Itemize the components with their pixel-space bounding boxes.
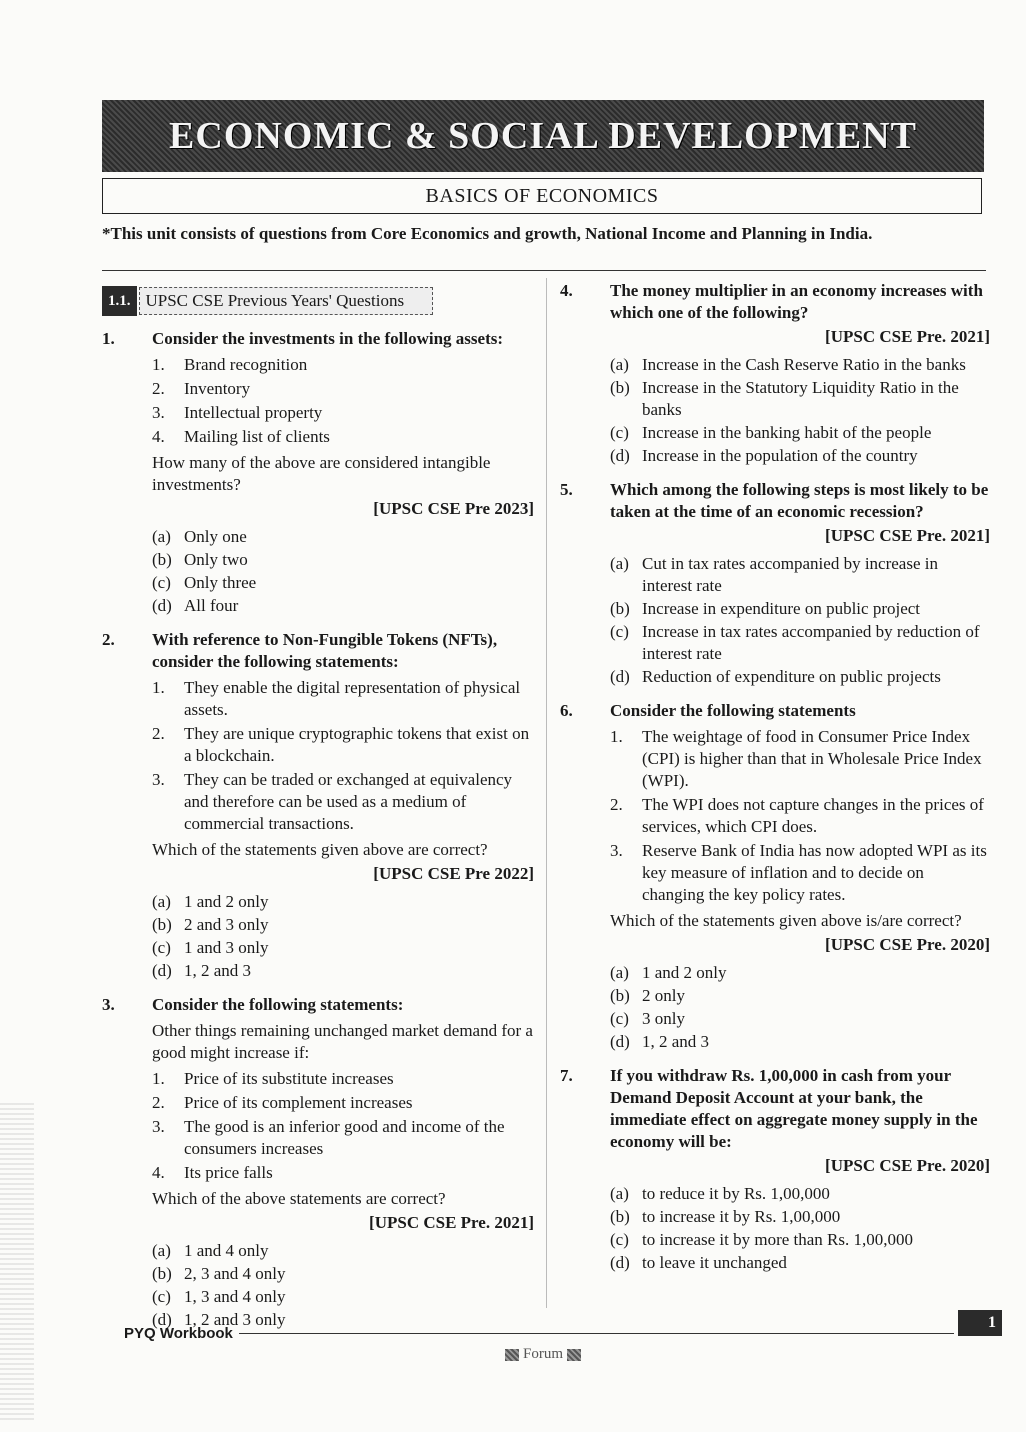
statement-list — [152, 354, 534, 448]
question-number: 6. — [560, 701, 573, 720]
exam-reference: [UPSC CSE Pre. 2021] — [369, 1213, 534, 1232]
question-text: If you withdraw Rs. 1,00,000 in cash from your Demand Deposit Account at your bank, the immediate effect on aggregate money supply in the economy will be: — [610, 1066, 978, 1151]
footer-rule — [239, 1333, 954, 1334]
statement-text: They are unique cryptographic tokens that exist on a blockchain. — [184, 724, 530, 765]
option-letter: (c) — [610, 1009, 629, 1028]
option-letter: (c) — [152, 938, 171, 957]
option-text: to reduce it by Rs. 1,00,000 — [642, 1184, 830, 1203]
statement-list — [610, 726, 990, 906]
pyq-section-title: UPSC CSE Previous Years' Questions — [139, 287, 434, 315]
question-item — [560, 479, 990, 688]
option-item — [610, 1252, 990, 1274]
option-list — [610, 553, 990, 688]
option-item — [152, 1286, 534, 1308]
statement-item — [152, 1162, 534, 1184]
option-item — [152, 914, 534, 936]
statement-item — [610, 726, 990, 792]
exam-reference: [UPSC CSE Pre. 2020] — [825, 935, 990, 954]
option-item — [610, 422, 990, 444]
option-item — [610, 445, 990, 467]
option-text: 1 and 2 only — [642, 963, 727, 982]
question-number: 1. — [102, 329, 115, 348]
statement-text: The WPI does not capture changes in the prices of services, which CPI does. — [642, 795, 984, 836]
option-item — [152, 595, 534, 617]
option-text: 1 and 2 only — [184, 892, 269, 911]
question-number: 3. — [102, 995, 115, 1014]
option-letter: (b) — [610, 599, 630, 618]
option-item — [610, 1229, 990, 1251]
option-text: Cut in tax rates accompanied by increase in interest rate — [642, 554, 938, 595]
statement-list — [152, 677, 534, 835]
option-text: Increase in the population of the country — [642, 446, 918, 465]
option-text: Only one — [184, 527, 247, 546]
page-number: 1 — [958, 1310, 1002, 1336]
publisher-name: Forum — [523, 1346, 564, 1362]
right-column — [560, 280, 990, 1286]
question-item — [560, 280, 990, 467]
statement-number: 1. — [152, 1069, 165, 1088]
publisher-logo — [505, 1346, 581, 1363]
option-letter: (a) — [610, 554, 629, 573]
option-text: All four — [184, 596, 239, 615]
option-item — [610, 1183, 990, 1205]
intro-divider — [102, 270, 986, 271]
statement-number: 1. — [610, 727, 623, 746]
option-letter: (d) — [152, 961, 172, 980]
option-item — [152, 937, 534, 959]
option-item — [610, 962, 990, 984]
option-text: Only three — [184, 573, 257, 592]
statement-item — [152, 354, 534, 376]
question-item — [560, 700, 990, 1053]
question-number: 5. — [560, 480, 573, 499]
option-letter: (a) — [152, 527, 171, 546]
pyq-section-number: 1.1. — [102, 286, 137, 316]
option-item — [610, 985, 990, 1007]
statement-text: Brand recognition — [184, 355, 308, 374]
option-text: 1 and 3 only — [184, 938, 269, 957]
statement-number: 2. — [610, 795, 623, 814]
option-letter: (d) — [152, 596, 172, 615]
option-text: Only two — [184, 550, 248, 569]
option-text: Increase in tax rates accompanied by reduction of interest rate — [642, 622, 980, 663]
statement-number: 1. — [152, 355, 165, 374]
statement-text: Price of its complement increases — [184, 1093, 413, 1112]
question-prompt: Which of the above statements are correct? — [152, 1189, 446, 1208]
chapter-banner — [102, 100, 984, 172]
option-text: to increase it by Rs. 1,00,000 — [642, 1207, 841, 1226]
exam-reference: [UPSC CSE Pre 2023] — [373, 499, 534, 518]
option-letter: (c) — [610, 1230, 629, 1249]
option-text: 2, 3 and 4 only — [184, 1264, 286, 1283]
statement-item — [152, 1068, 534, 1090]
option-list — [610, 1183, 990, 1274]
question-text: Consider the following statements — [610, 701, 856, 720]
option-item — [152, 891, 534, 913]
statement-item — [152, 426, 534, 448]
option-letter: (a) — [152, 1241, 171, 1260]
option-text: 2 only — [642, 986, 685, 1005]
option-item — [610, 621, 990, 665]
question-number: 7. — [560, 1066, 573, 1085]
option-item — [152, 1263, 534, 1285]
statement-item — [610, 794, 990, 838]
option-text: 1, 2 and 3 only — [184, 1310, 286, 1329]
exam-reference: [UPSC CSE Pre. 2020] — [825, 1156, 990, 1175]
option-letter: (a) — [610, 355, 629, 374]
statement-number: 2. — [152, 379, 165, 398]
statement-number: 3. — [152, 1117, 165, 1136]
option-list — [610, 354, 990, 467]
option-text: Increase in the Cash Reserve Ratio in the banks — [642, 355, 966, 374]
pyq-header — [102, 286, 534, 316]
statement-number: 4. — [152, 1163, 165, 1182]
option-letter: (b) — [152, 915, 172, 934]
question-item — [560, 1065, 990, 1274]
option-item — [610, 553, 990, 597]
option-text: Increase in the banking habit of the people — [642, 423, 932, 442]
chapter-title: ECONOMIC & SOCIAL DEVELOPMENT — [169, 115, 917, 157]
statement-number: 2. — [152, 1093, 165, 1112]
statement-item — [152, 378, 534, 400]
question-prompt: How many of the above are considered intangible investments? — [152, 453, 491, 494]
statement-list — [152, 1068, 534, 1184]
question-text: Consider the following statements: — [152, 995, 404, 1014]
option-item — [610, 354, 990, 376]
option-letter: (d) — [610, 667, 630, 686]
option-letter: (c) — [152, 573, 171, 592]
statement-text: Reserve Bank of India has now adopted WPI as its key measure of inflation and to decide on changing the key policy rates. — [642, 841, 987, 904]
option-item — [152, 1240, 534, 1262]
statement-number: 2. — [152, 724, 165, 743]
statement-text: Mailing list of clients — [184, 427, 330, 446]
question-text: Consider the investments in the following assets: — [152, 329, 504, 348]
statement-text: They enable the digital representation of physical assets. — [184, 678, 521, 719]
option-letter: (b) — [610, 986, 630, 1005]
question-text: The money multiplier in an economy increases with which one of the following? — [610, 281, 983, 322]
option-text: Increase in the Statutory Liquidity Ratio in the banks — [642, 378, 959, 419]
option-item — [610, 377, 990, 421]
option-letter: (c) — [610, 622, 629, 641]
option-list — [610, 962, 990, 1053]
option-text: to increase it by more than Rs. 1,00,000 — [642, 1230, 914, 1249]
logo-mark-left — [505, 1349, 519, 1361]
left-column — [102, 286, 534, 1343]
statement-item — [152, 769, 534, 835]
option-letter: (a) — [610, 1184, 629, 1203]
exam-reference: [UPSC CSE Pre 2022] — [373, 864, 534, 883]
question-item — [102, 994, 534, 1331]
option-item — [610, 1031, 990, 1053]
left-question-list — [102, 328, 534, 1331]
statement-item — [152, 677, 534, 721]
option-item — [152, 960, 534, 982]
statement-text: The good is an inferior good and income of the consumers increases — [184, 1117, 505, 1158]
column-divider — [546, 278, 547, 1308]
option-text: 3 only — [642, 1009, 685, 1028]
option-letter: (b) — [610, 1207, 630, 1226]
statement-number: 1. — [152, 678, 165, 697]
option-item — [610, 1008, 990, 1030]
option-letter: (c) — [152, 1287, 171, 1306]
option-text: 2 and 3 only — [184, 915, 269, 934]
statement-item — [152, 1116, 534, 1160]
option-text: 1, 2 and 3 — [184, 961, 252, 980]
unit-intro: *This unit consists of questions from Core Economics and growth, National Income and Planning in India. — [102, 224, 873, 243]
option-item — [152, 572, 534, 594]
scan-noise — [0, 1100, 34, 1420]
statement-number: 4. — [152, 427, 165, 446]
option-item — [152, 526, 534, 548]
option-item — [610, 598, 990, 620]
question-item — [102, 328, 534, 617]
right-question-list — [560, 280, 990, 1274]
option-text: 1, 3 and 4 only — [184, 1287, 286, 1306]
logo-mark-right — [567, 1349, 581, 1361]
statement-text: The weightage of food in Consumer Price Index (CPI) is higher than that in Wholesale Price Index (WPI). — [642, 727, 982, 790]
option-letter: (d) — [610, 1253, 630, 1272]
option-letter: (b) — [152, 550, 172, 569]
statement-number: 3. — [610, 841, 623, 860]
exam-reference: [UPSC CSE Pre. 2021] — [825, 526, 990, 545]
footer — [124, 1325, 954, 1342]
option-list — [152, 526, 534, 617]
question-text: Which among the following steps is most likely to be taken at the time of an economic recession? — [610, 480, 989, 521]
option-letter: (a) — [152, 892, 171, 911]
option-letter: (c) — [610, 423, 629, 442]
question-number: 2. — [102, 630, 115, 649]
statement-text: They can be traded or exchanged at equivalency and therefore can be used as a medium of commercial transactions. — [184, 770, 513, 833]
option-list — [152, 1240, 534, 1331]
footer-workbook-label: PYQ Workbook — [124, 1325, 233, 1342]
exam-reference: [UPSC CSE Pre. 2021] — [825, 327, 990, 346]
option-list — [152, 891, 534, 982]
option-item — [152, 549, 534, 571]
question-item — [102, 629, 534, 982]
option-text: Increase in expenditure on public project — [642, 599, 921, 618]
statement-item — [610, 840, 990, 906]
question-prompt: Which of the statements given above is/are correct? — [610, 911, 962, 930]
question-prompt: Which of the statements given above are correct? — [152, 840, 488, 859]
statement-item — [152, 402, 534, 424]
statement-number: 3. — [152, 770, 165, 789]
option-letter: (d) — [610, 446, 630, 465]
option-text: to leave it unchanged — [642, 1253, 787, 1272]
option-item — [610, 1206, 990, 1228]
statement-number: 3. — [152, 403, 165, 422]
option-text: Reduction of expenditure on public projects — [642, 667, 941, 686]
option-letter: (b) — [152, 1264, 172, 1283]
statement-text: Inventory — [184, 379, 251, 398]
question-text: With reference to Non-Fungible Tokens (NFTs), consider the following statements: — [152, 630, 498, 671]
option-letter: (a) — [610, 963, 629, 982]
question-lead: Other things remaining unchanged market demand for a good might increase if: — [152, 1021, 533, 1062]
option-letter: (d) — [610, 1032, 630, 1051]
statement-text: Its price falls — [184, 1163, 273, 1182]
section-title: BASICS OF ECONOMICS — [102, 178, 982, 214]
option-text: 1 and 4 only — [184, 1241, 269, 1260]
statement-text: Price of its substitute increases — [184, 1069, 394, 1088]
option-letter: (d) — [152, 1310, 172, 1329]
option-letter: (b) — [610, 378, 630, 397]
statement-text: Intellectual property — [184, 403, 323, 422]
option-text: 1, 2 and 3 — [642, 1032, 710, 1051]
option-item — [610, 666, 990, 688]
statement-item — [152, 723, 534, 767]
question-number: 4. — [560, 281, 573, 300]
statement-item — [152, 1092, 534, 1114]
